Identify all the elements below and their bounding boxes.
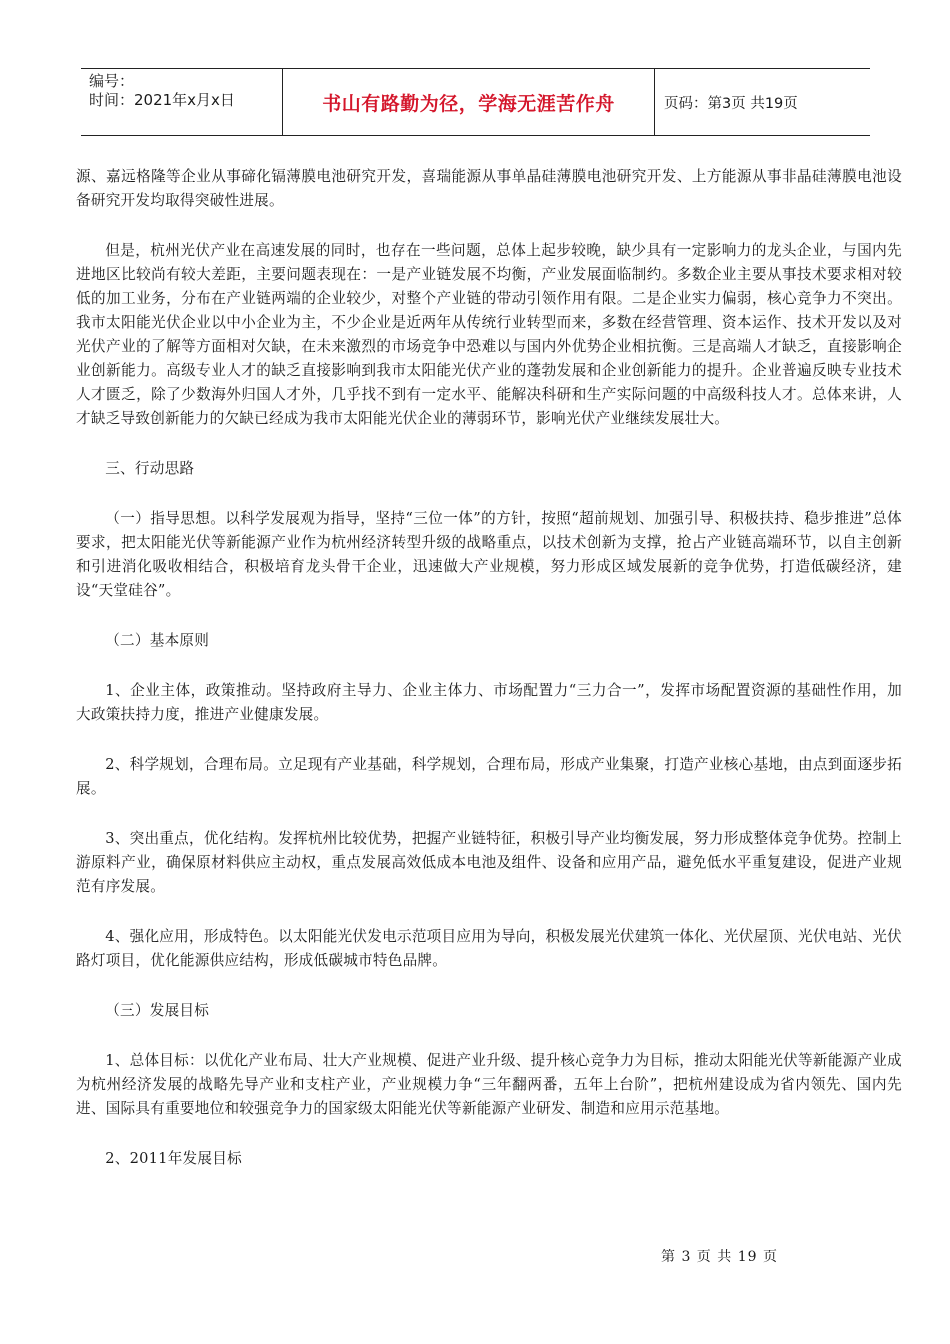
principle-1: 1、企业主体，政策推动。坚持政府主导力、企业主体力、市场配置力“三力合一”，发挥市场配置资源的基础性作用，加大政策扶持力度，推进产业健康发展。: [76, 682, 902, 723]
page-footer: 第 3 页 共 19 页: [661, 1249, 778, 1265]
page-code-label: 页码：第3页 共19页: [664, 95, 798, 112]
paragraph-continued: 源、嘉远格隆等企业从事碲化镉薄膜电池研究开发，喜瑞能源从事单晶硅薄膜电池研究开发、上方能源从事非晶硅薄膜电池设备研究开发均取得突破性进展。: [76, 168, 902, 209]
paragraph-problems: 但是，杭州光伏产业在高速发展的同时，也存在一些问题，总体上起步较晚，缺少具有一定影响力的龙头企业，与国内先进地区比较尚有较大差距，主要问题表现在：一是产业链发展不均衡，产业发展面临制约。多数企业主要从事技术要求相对较低的加工业务，分布在产业链两端的企业较少，对整个产业链的带动引领作用有限。二是企业实力偏弱，核心竞争力不突出。我市太阳能光伏企业以中小企业为主，不少企业是近两年从传统行业转型而来，多数在经营管理、资本运作、技术开发以及对光伏产业的了解等方面相对欠缺，在未来激烈的市场竞争中恐难以与国内外优势企业相抗衡。三是高端人才缺乏，直接影响企业创新能力。高级专业人才的缺乏直接影响到我市太阳能光伏产业的蓬勃发展和企业创新能力的提升。企业普遍反映专业技术人才匮乏，除了少数海外归国人才外，几乎找不到有一定水平、能解决科研和生产实际问题的中高级科技人才。总体来讲，人才缺乏导致创新能力的欠缺已经成为我市太阳能光伏企业的薄弱环节，影响光伏产业继续发展壮大。: [76, 242, 902, 427]
paragraph-guiding-ideology: （一）指导思想。以科学发展观为指导，坚持“三位一体”的方针，按照“超前规划、加强引导、积极扶持、稳步推进”总体要求，把太阳能光伏等新能源产业作为杭州经济转型升级的战略重点，以技术创新为支撑，抢占产业链高端环节，以自主创新和引进消化吸收相结合，积极培育龙头骨干企业，迅速做大产业规模，努力形成区域发展新的竞争优势，打造低碳经济，建设“天堂硅谷”。: [76, 510, 902, 599]
header-page-cell: [655, 69, 870, 135]
principle-4: 4、强化应用，形成特色。以太阳能光伏发电示范项目应用为导向，积极发展光伏建筑一体化、光伏屋顶、光伏电站、光伏路灯项目，优化能源供应结构，形成低碳城市特色品牌。: [76, 928, 902, 969]
subheading-basic-principles: （二）基本原则: [105, 632, 210, 649]
motto-text: 书山有路勤为径，学海无涯苦作舟: [322, 92, 615, 115]
document-body: [76, 165, 902, 1197]
principle-2: 2、科学规划，合理布局。立足现有产业基础，科学规划，合理布局，形成产业集聚，打造产业核心基地，由点到面逐步拓展。: [76, 756, 902, 797]
goal-overall: 1、总体目标：以优化产业布局、壮大产业规模、促进产业升级、提升核心竞争力为目标，推动太阳能光伏等新能源产业成为杭州经济发展的战略先导产业和支柱产业，产业规模力争“三年翻两番，五年上台阶”，把杭州建设成为省内领先、国内先进、国际具有重要地位和较强竞争力的国家级太阳能光伏等新能源产业研发、制造和应用示范基地。: [76, 1052, 902, 1117]
section-heading-action-plan: 三、行动思路: [105, 460, 195, 477]
header-left-cell: [81, 69, 282, 135]
header-motto-cell: [282, 69, 655, 135]
subheading-development-goals: （三）发展目标: [105, 1002, 210, 1019]
time-label: 时间：2021年x月x日: [89, 91, 235, 109]
goal-2011: 2、2011年发展目标: [105, 1150, 242, 1167]
header-table: [81, 68, 870, 136]
principle-3: 3、突出重点，优化结构。发挥杭州比较优势，把握产业链特征，积极引导产业均衡发展，努力形成整体竞争优势。控制上游原料产业，确保原材料供应主动权，重点发展高效低成本电池及组件、设备和应用产品，避免低水平重复建设，促进产业规范有序发展。: [76, 830, 902, 895]
doc-number-label: 编号：: [89, 72, 135, 90]
